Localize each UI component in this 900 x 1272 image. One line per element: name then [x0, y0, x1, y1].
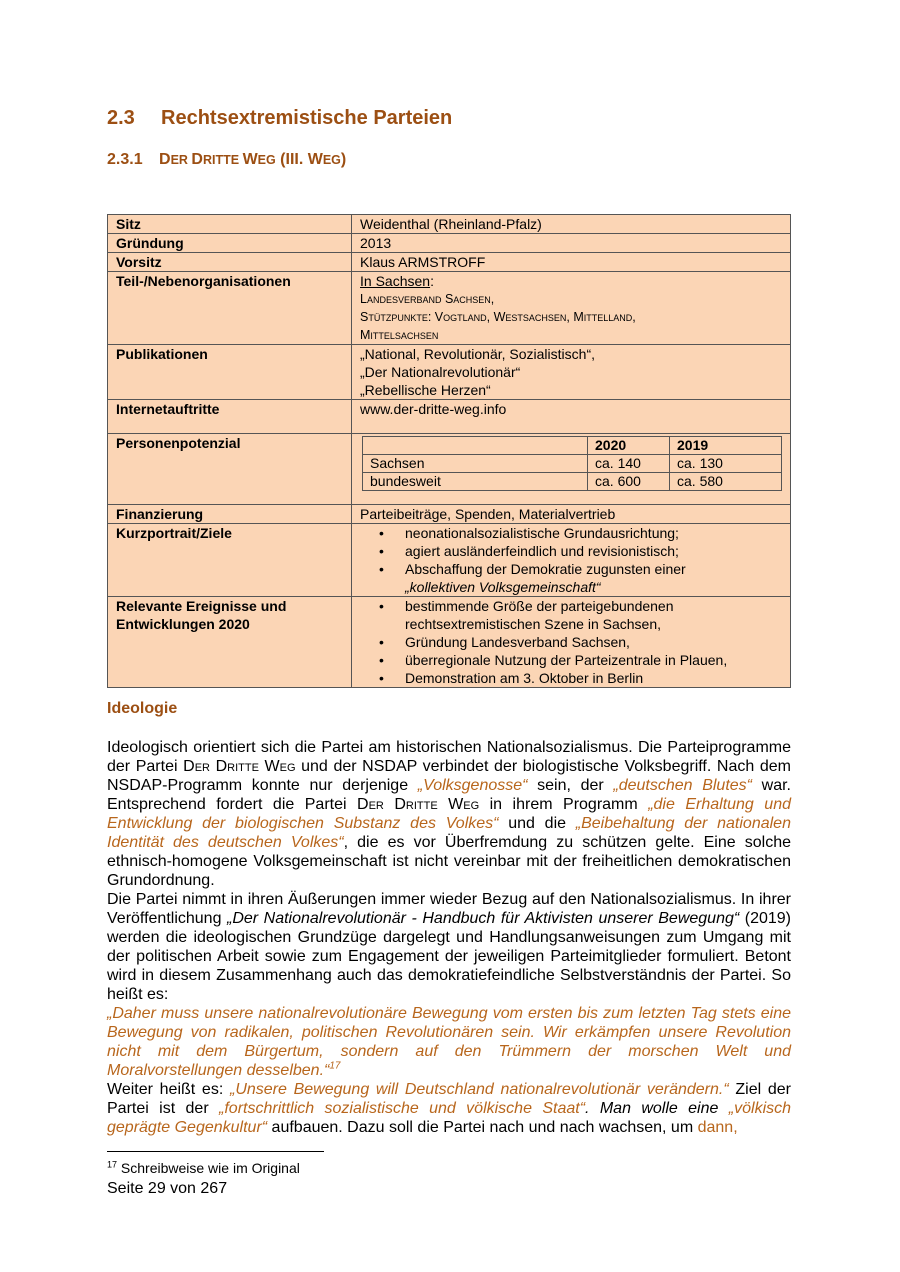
row-label: Internetauftritte	[108, 400, 352, 434]
publication: „Rebellische Herzen“	[360, 382, 491, 398]
value-cell: ca. 130	[670, 455, 782, 473]
row-value: Parteibeiträge, Spenden, Materialvertrieb	[352, 505, 791, 524]
row-value: 2013	[352, 234, 791, 253]
section-heading	[107, 107, 452, 130]
row-value: www.der-dritte-weg.info	[352, 400, 791, 434]
table-row	[108, 505, 791, 524]
list-item: • Abschaffung der Demokratie zugunsten einer „kollektiven Volksgemeinschaft“	[405, 560, 782, 596]
table-row	[108, 434, 791, 505]
row-value	[352, 524, 791, 597]
row-label: Relevante Ereignisse und Entwicklungen 2020	[108, 597, 352, 688]
list-item: • Gründung Landesverband Sachsen,	[405, 633, 782, 651]
row-value: Weidenthal (Rheinland-Pfalz)	[352, 215, 791, 234]
table-row	[108, 400, 791, 434]
row-value	[352, 434, 791, 505]
row-value	[352, 597, 791, 688]
value-cell: ca. 580	[670, 473, 782, 491]
row-label: Kurzportrait/Ziele	[108, 524, 352, 597]
row-label: Teil-/Nebenorganisationen	[108, 272, 352, 345]
ideology-heading: Ideologie	[107, 700, 178, 717]
table-row	[363, 455, 782, 473]
paragraph: Die Partei nimmt in ihren Äußerungen immer wieder Bezug auf den Nationalsozialismus. In ihrer Veröffentlichung „Der Nationalrevolutionär - Handbuch für Aktivisten unserer Bewegung“ (2019) werden die ideologischen Grundzüge dargelegt und Handlungsanweisungen zum Umgang mit der politischen Arbeit sowie zum Engagement der jeweiligen Parteimitglieder formuliert. Betont wird in diesem Zusammenhang auch das demokratiefeindliche Selbstverständnis der Partei. So heißt es:	[107, 891, 791, 1003]
events-list	[360, 597, 782, 687]
table-row	[363, 473, 782, 491]
row-label: Personenpotenzial	[108, 434, 352, 505]
table-row	[108, 234, 791, 253]
column-header: 2019	[670, 437, 782, 455]
table-row	[108, 215, 791, 234]
value-cell: ca. 600	[588, 473, 670, 491]
paragraph: Ideologisch orientiert sich die Partei am historischen Nationalsozialismus. Die Parteiprogramme der Partei Der Dritte Weg und der NSDAP verbindet der biologistische Volksbegriff. Nach dem NSDAP-Programm konnte nur derjenige „Volksgenosse“ sein, der „deutschen Blutes“ war. Entsprechend fordert die Partei Der Dritte Weg in ihrem Programm „die Erhaltung und Entwicklung der biologischen Substanz des Volkes“ und die „Beibehaltung der nationalen Identität des deutschen Volkes“, die es vor Überfremdung zu schützen gelte. Eine solche ethnisch-homogene Volksgemeinschaft ist nicht vereinbar mit der freiheitlichen demokratischen Grundordnung.	[107, 739, 792, 889]
row-label: Finanzierung	[108, 505, 352, 524]
table-row	[108, 597, 791, 688]
footnote-marker: 17	[329, 1060, 341, 1072]
value-cell: ca. 140	[588, 455, 670, 473]
table-row	[108, 345, 791, 400]
publication: „Der Nationalrevolutionär“	[360, 364, 521, 380]
row-label: Sitz	[108, 215, 352, 234]
table-row	[108, 253, 791, 272]
suborg-line: Mittelsachsen	[360, 328, 439, 342]
list-item: • Demonstration am 3. Oktober in Berlin	[405, 669, 782, 687]
page-number: Seite 29 von 267	[107, 1180, 228, 1197]
column-header	[363, 437, 588, 455]
subsection-number: 2.3.1	[107, 151, 143, 168]
personnel-table	[362, 436, 782, 491]
footnote-divider	[107, 1151, 324, 1152]
suborg-line: Landesverband Sachsen,	[360, 292, 495, 306]
section-number: 2.3	[107, 107, 135, 129]
region-label: In Sachsen	[360, 273, 431, 289]
section-title: Rechtsextremistische Parteien	[161, 107, 453, 129]
body-text	[107, 738, 791, 1137]
table-row	[108, 524, 791, 597]
list-item: • bestimmende Größe der parteigebundenen rechtsextremistischen Szene in Sachsen,	[405, 597, 782, 633]
row-label: Gründung	[108, 234, 352, 253]
list-item: • agiert ausländerfeindlich und revisionistisch;	[405, 542, 782, 560]
region-cell: bundesweit	[363, 473, 588, 491]
column-header: 2020	[588, 437, 670, 455]
row-value	[352, 345, 791, 400]
goals-list	[360, 524, 782, 596]
party-profile-table	[107, 214, 791, 688]
footnote: $^{17}$ Schreibweise wie im Original	[107, 1159, 300, 1176]
row-value: Klaus ARMSTROFF	[352, 253, 791, 272]
row-label: Vorsitz	[108, 253, 352, 272]
row-value: In Sachsen: Landesverband Sachsen, Stützpunkte: Vogtland, Westsachsen, Mittelland, Mittelsachsen	[352, 272, 791, 345]
table-header-row	[363, 437, 782, 455]
quote: „Daher muss unsere nationalrevolutionäre Bewegung vom ersten bis zum letzten Tag stets eine Bewegung von radikalen, politischen Revolutionären sein. Wir erkämpfen unsere Revolution nicht mit dem Bürgertum, sondern auf den Trümmern der morschen Welt und Moralvorstellungen desselben.“$^{17}$	[107, 1005, 791, 1079]
table-row	[108, 272, 791, 345]
paragraph: Weiter heißt es: „Unsere Bewegung will Deutschland nationalrevolutionär verändern.“ Ziel der Partei ist der „fortschrittlich sozialistische und völkische Staat“. Man wolle eine „völkisch geprägte Gegenkultur“ aufbauen. Dazu soll die Partei nach und nach wachsen, um dann,	[107, 1081, 792, 1136]
publication: „National, Revolutionär, Sozialistisch“,	[360, 346, 595, 362]
subsection-heading: 2.3.1 DER DRITTE WEG (III. WEG)	[107, 151, 347, 168]
row-label: Publikationen	[108, 345, 352, 400]
region-cell: Sachsen	[363, 455, 588, 473]
list-item: • neonationalsozialistische Grundausrichtung;	[405, 524, 782, 542]
list-item: • überregionale Nutzung der Parteizentrale in Plauen,	[405, 651, 782, 669]
suborg-line: Stützpunkte: Vogtland, Westsachsen, Mittelland,	[360, 310, 636, 324]
